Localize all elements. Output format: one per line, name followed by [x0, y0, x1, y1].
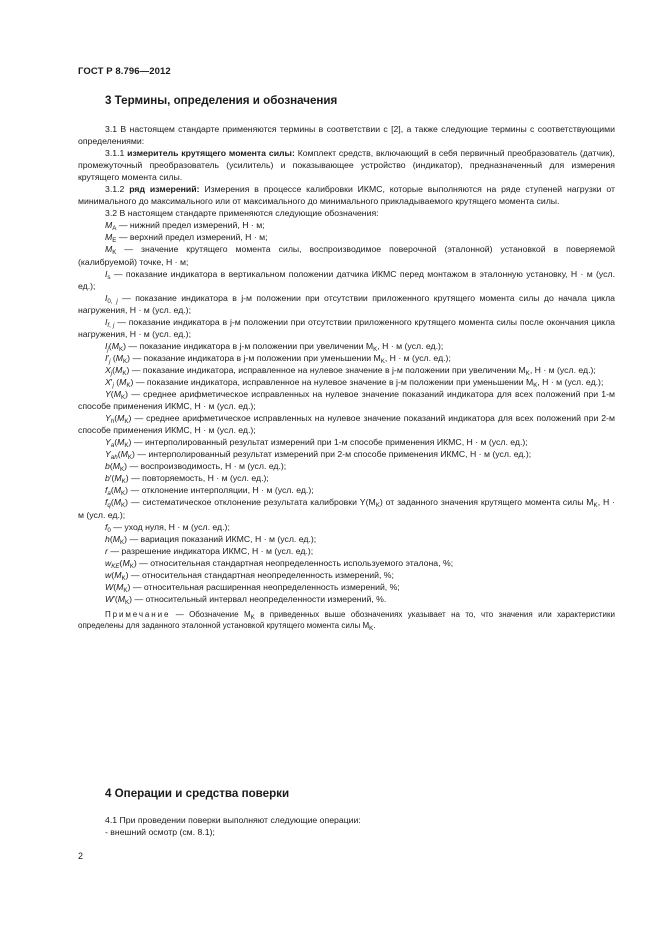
- symbol-w: $w(M_K)$ — относительная стандартная неопределенность измерений, %;: [105, 569, 394, 582]
- symbol-b-prime: $b'(M_K)$ — повторяемость, Н · м (усл. ед.);: [105, 473, 269, 486]
- symbol-Yah: $Y_{ah}(M_K)$ — интерполированный результат измерений при 2-м способе применения ИКМС, Н · м (усл. ед.);: [105, 449, 532, 462]
- symbol-Xj-prime: $X'_j$ $(M_K)$ — показание индикатора, исправленное на нулевое значение в j-м положении при уменьшении $M_K$, Н · м (усл. ед.);: [105, 376, 604, 389]
- symbol-wKE: $w_{KE}(M_K)$ — относительная стандартная неопределенность используемого эталона, %;: [105, 557, 454, 570]
- symbol-h: $h(M_K)$ — вариация показаний ИКМС, Н · м (усл. ед.);: [105, 533, 317, 546]
- symbol-ME: $M_E$ — верхний предел измерений, Н · м;: [105, 232, 268, 245]
- symbol-f0: $f_0$ — уход нуля, Н · м (усл. ед.);: [105, 521, 230, 534]
- paragraph-4-1: 4.1 При проведении поверки выполняют следующие операции:: [105, 815, 361, 825]
- symbol-Is: $I_s$ — показание индикатора в вертикальном положении датчика ИКМС перед монтажом в эталонную установку, Н · м (усл. ед.);: [78, 268, 616, 291]
- section-3-body: [78, 123, 615, 632]
- symbol-Xj: $X_j(M_K)$ — показание индикатора, исправленное на нулевое значение в j-м положении при увеличении $M_K$, Н · м (усл. ед.);: [105, 364, 596, 377]
- symbol-fa: $f_a(M_K)$ — отклонение интерполяции, Н · м (усл. ед.);: [105, 485, 314, 498]
- paragraph-3-1-2: 3.1.2 ряд измерений: Измерения в процессе калибровки ИКМС, которые выполняются на ряде ступеней нагрузки от минимального до максимального или от максимального до минимального прикладываемого крутящего момента силы.: [78, 184, 615, 207]
- symbol-W-prime: $W'(M_K)$ — относительный интервал неопределенности измерений, %.: [105, 593, 387, 606]
- paragraph-3-1-1: 3.1.1 измеритель крутящего момента силы: Комплект средств, включающий в себя первичный преобразователь (датчик), промежуточный преобразователь (усилитель) и показывающее устройство (индикатор), предназначенный для измерения крутящего момента силы.: [78, 148, 615, 183]
- symbol-r: r — разрешение индикатора ИКМС, Н · м (усл. ед.);: [105, 545, 314, 556]
- symbol-I0j: $I_{0, j}$ — показание индикатора в j-м положении при отсутствии приложенного крутящего момента силы до начала цикла нагружения, Н · м (усл. ед.);: [78, 292, 615, 315]
- page-number: 2: [78, 851, 84, 861]
- document-id-header: ГОСТ Р 8.796—2012: [78, 66, 171, 77]
- symbol-Ij-prime: $I'_j$ $(M_K)$ — показание индикатора в j-м положении при уменьшении $M_K$, Н · м (усл. ед.);: [105, 352, 451, 365]
- symbol-MK: $M_K$ — значение крутящего момента силы, воспроизводимое поверочной (эталонной) установкой в поверяемой (калибруемой) точке, Н · м;: [78, 244, 615, 267]
- symbol-Ij: $I_j(M_K)$ — показание индикатора в j-м положении при увеличении $M_K$, Н · м (усл. ед.);: [105, 340, 444, 353]
- symbol-W: $W(M_K)$ — относительная расширенная неопределенность измерений, %;: [105, 581, 400, 594]
- symbol-Ifj: $I_{f, j}$ — показание индикатора в j-м положении при отсутствии приложенного крутящего момента силы после окончания цикла нагружения, Н · м (усл. ед.);: [78, 316, 615, 339]
- section-4-body: [78, 814, 615, 838]
- symbol-MA: $M_A$ — нижний предел измерений, Н · м;: [105, 220, 265, 233]
- paragraph-3-2: 3.2 В настоящем стандарте применяются следующие обозначения:: [105, 208, 379, 219]
- symbol-fq: $f_q(M_K)$ — систематическое отклонение результата калибровки $Y(M_K)$ от заданного значения крутящего момента силы $M_K$, Н · м (усл. ед.);: [78, 497, 615, 520]
- list-item: - внешний осмотр (см. 8.1);: [105, 827, 215, 838]
- section-3-heading: 3 Термины, определения и обозначения: [105, 94, 338, 107]
- symbol-Y: $Y(M_K)$ — среднее арифметическое исправленных на нулевое значение показаний индикатора для всех положений при 1-м способе применения ИКМС, Н · м (усл. ед.);: [78, 389, 615, 412]
- symbol-Ya: $Y_a(M_K)$ — интерполированный результат измерений при 1-м способе применения ИКМС, Н · м (усл. ед.);: [105, 437, 528, 450]
- note: Примечание — Обозначение $M_K$ в приведенных выше обозначениях указывает на то, что значения или характеристики определены для заданного эталонной установкой крутящего момента силы $M_K$.: [78, 609, 615, 633]
- paragraph-3-1: 3.1 В настоящем стандарте применяются термины в соответствии с [2], а также следующие термины с соответствующими определениями:: [78, 124, 615, 147]
- note-label: Примечание: [105, 609, 171, 619]
- symbol-Yh: $Y_h(M_K)$ — среднее арифметическое исправленных на нулевое значение показаний индикатора для всех положений при 2-м способе применения ИКМС, Н · м (усл. ед.);: [78, 413, 615, 436]
- section-4-heading: 4 Операции и средства поверки: [105, 787, 290, 800]
- symbol-b: $b(M_K)$ — воспроизводимость, Н · м (усл. ед.);: [105, 461, 287, 474]
